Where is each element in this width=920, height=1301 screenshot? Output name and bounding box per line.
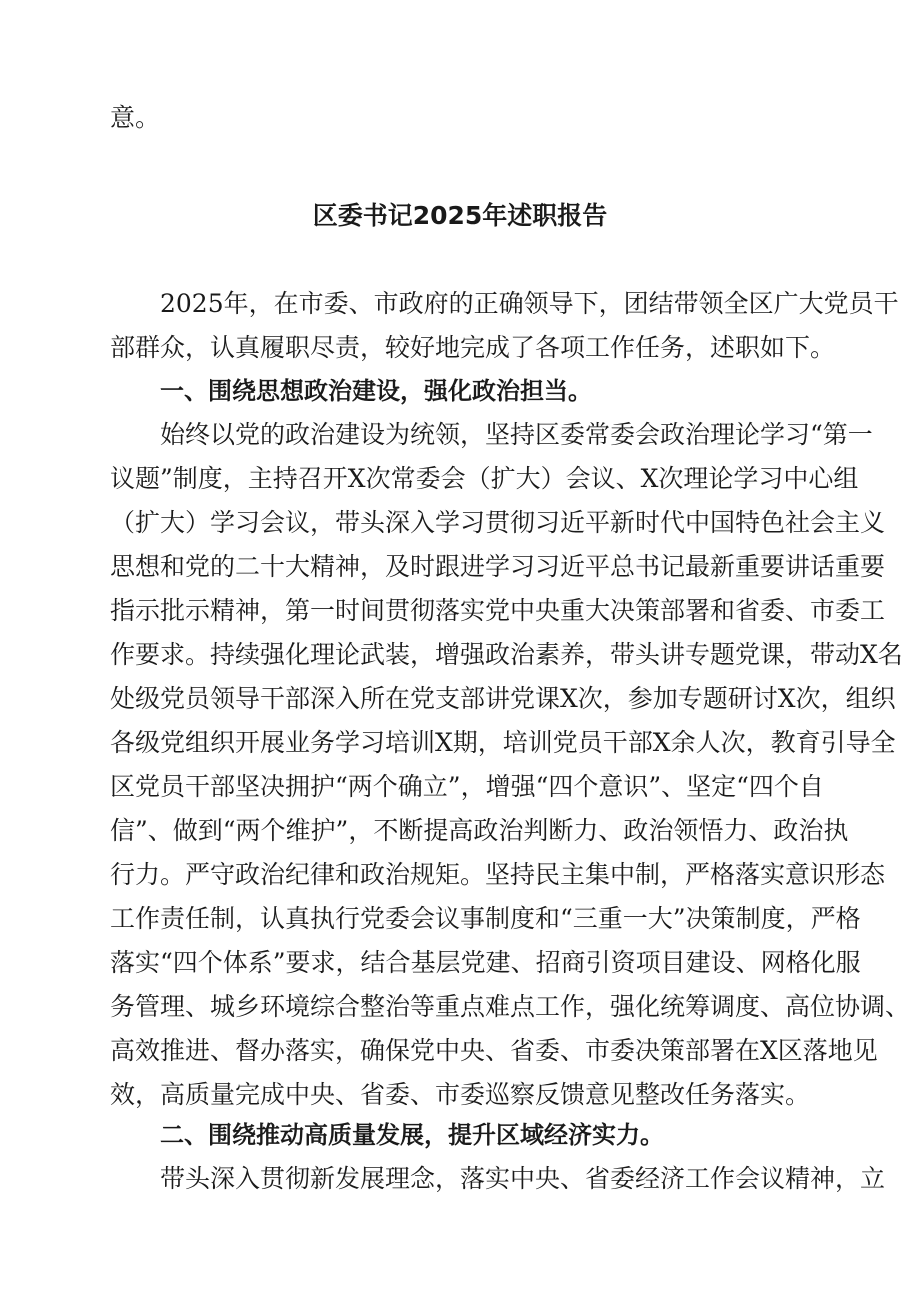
section-1-line: 行力。严守政治纪律和政治规矩。坚持民主集中制，严格落实意识形态	[110, 860, 886, 889]
section-1-heading: 一、围绕思想政治建设，强化政治担当。	[160, 377, 592, 405]
section-2-heading: 二、围绕推动高质量发展，提升区域经济实力。	[160, 1121, 664, 1149]
report-title: 区委书记2025年述职报告	[312, 201, 608, 230]
section-1-line: 信”、做到“两个维护”，不断提高政治判断力、政治领悟力、政治执	[110, 816, 849, 845]
section-1-line: 思想和党的二十大精神，及时跟进学习习近平总书记最新重要讲话重要	[110, 552, 886, 581]
section-1-line: 指示批示精神，第一时间贯彻落实党中央重大决策部署和省委、市委工	[110, 596, 886, 625]
section-1-line: 效，高质量完成中央、省委、市委巡察反馈意见整改任务落实。	[110, 1080, 811, 1109]
intro-line-2: 部群众，认真履职尽责，较好地完成了各项工作任务，述职如下。	[110, 333, 836, 362]
intro-line-1: 2025年，在市委、市政府的正确领导下，团结带领全区广大党员干	[160, 289, 899, 318]
section-1-line: 工作责任制，认真执行党委会议事制度和“三重一大”决策制度，严格	[110, 904, 861, 933]
section-1-line: 始终以党的政治建设为统领，坚持区委常委会政治理论学习“第一	[160, 420, 873, 449]
section-1-line: 务管理、城乡环境综合整治等重点难点工作，强化统筹调度、高位协调、	[110, 992, 911, 1021]
section-1-line: 高效推进、督办落实，确保党中央、省委、市委决策部署在X区落地见	[110, 1036, 878, 1065]
section-1-line: （扩大）学习会议，带头深入学习贯彻习近平新时代中国特色社会主义	[110, 508, 886, 537]
section-2-line: 带头深入贯彻新发展理念，落实中央、省委经济工作会议精神，立	[160, 1164, 886, 1193]
section-1-line: 落实“四个体系”要求，结合基层党建、招商引资项目建设、网格化服	[110, 948, 861, 977]
section-1-line: 作要求。持续强化理论武装，增强政治素养，带头讲专题党课，带动X名	[110, 640, 903, 669]
section-1-line: 议题”制度，主持召开X次常委会（扩大）会议、X次理论学习中心组	[110, 464, 859, 493]
section-1-line: 处级党员领导干部深入所在党支部讲党课X次，参加专题研讨X次，组织	[110, 684, 896, 713]
section-1-line: 区党员干部坚决拥护“两个确立”，增强“四个意识”、坚定“四个自	[110, 772, 824, 801]
section-1-line: 各级党组织开展业务学习培训X期，培训党员干部X余人次，教育引导全	[110, 728, 896, 757]
carryover-text: 意。	[110, 103, 161, 132]
